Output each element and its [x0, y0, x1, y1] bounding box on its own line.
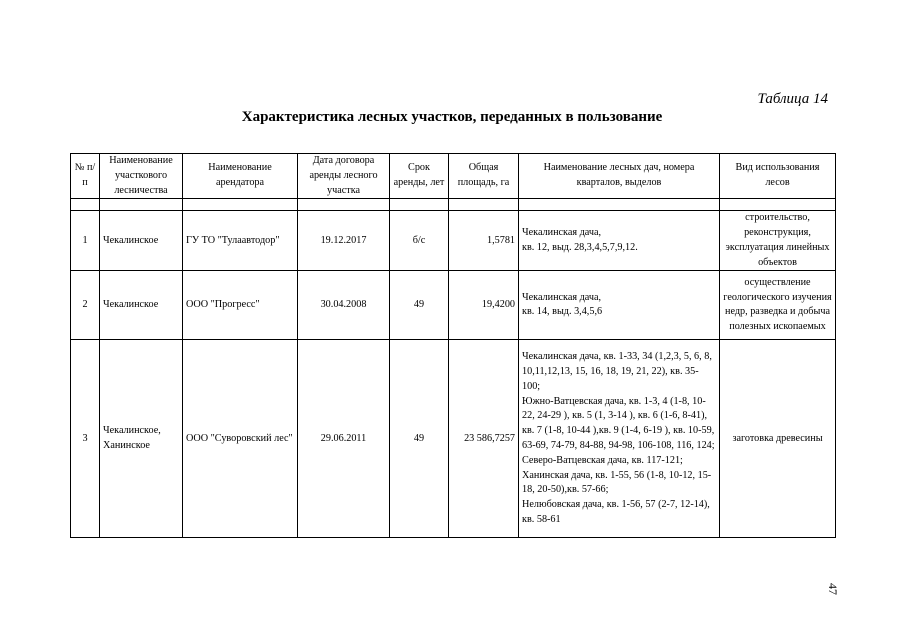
- lease-term-cell: б/с: [390, 211, 449, 271]
- tenant-cell: ООО "Прогресс": [183, 271, 298, 340]
- plots-line: Чекалинская дача,: [522, 227, 602, 239]
- table-row: [71, 271, 836, 340]
- header-cell: Наименование участкового лесничества: [100, 154, 183, 199]
- plots-line: кв. 14, выд. 3,4,5,6: [522, 306, 603, 318]
- table-row: [71, 211, 836, 271]
- header-cell: Наименование лесных дач, номера кварталов, выделов: [519, 154, 720, 199]
- header-cell: Срок аренды, лет: [390, 154, 449, 199]
- contract-date-cell: 19.12.2017: [298, 211, 390, 271]
- area-cell: 19,4200: [449, 271, 519, 340]
- forest-use-cell: строительство, реконструкция, эксплуатация линейных объектов: [720, 211, 836, 271]
- header-cell: Общая площадь, га: [449, 154, 519, 199]
- area-cell: 1,5781: [449, 211, 519, 271]
- forest-use-cell: заготовка древесины: [720, 340, 836, 538]
- page-number: 47: [826, 583, 840, 595]
- forestry-cell: Чекалинское: [100, 271, 183, 340]
- table-row: [71, 340, 836, 538]
- header-cell: Наименование арендатора: [183, 154, 298, 199]
- plots-line: Нелюбовская дача, кв. 1-56, 57 (2-7, 12-14), кв. 58-61: [522, 499, 710, 525]
- plots-cell: [519, 211, 720, 271]
- header-cell: Вид использования лесов: [720, 154, 836, 199]
- row-number: 1: [71, 211, 100, 271]
- forestry-cell: Чекалинское: [100, 211, 183, 271]
- forestry-cell: Чекалинское, Ханинское: [100, 340, 183, 538]
- header-cell: Дата договора аренды лесного участка: [298, 154, 390, 199]
- plots-line: Чекалинская дача, кв. 1-33, 34 (1,2,3, 5, 6, 8, 10,11,12,13, 15, 16, 18, 19, 21, 22), кв. 35-100;: [522, 351, 712, 392]
- tenant-cell: ГУ ТО "Тулаавтодор": [183, 211, 298, 271]
- row-number: 2: [71, 271, 100, 340]
- plots-line: Южно-Ватцевская дача, кв. 1-3, 4 (1-8, 10-22, 24-29 ), кв. 5 (1, 3-14 ), кв. 6 (1-6, 8-41), кв. 7 (1-8, 10-44 ),кв. 9 (1-4, 6-19 ), кв. 10-59, 63-69, 74-79, 84-88, 94-98, 106-108, 116, 124;: [522, 395, 715, 451]
- contract-date-cell: 30.04.2008: [298, 271, 390, 340]
- forest-plots-table: [70, 153, 836, 538]
- lease-term-cell: 49: [390, 271, 449, 340]
- plots-line: кв. 12, выд. 28,3,4,5,7,9,12.: [522, 241, 638, 253]
- table-caption: Таблица 14: [757, 91, 828, 107]
- header-row: [71, 154, 836, 199]
- plots-line: Ханинская дача, кв. 1-55, 56 (1-8, 10-12, 15-18, 20-50),кв. 57-66;: [522, 469, 712, 496]
- header-cell: № п/п: [71, 154, 100, 199]
- page-title: Характеристика лесных участков, переданных в пользование: [241, 109, 663, 125]
- plots-cell: [519, 271, 720, 340]
- plots-cell: [519, 340, 720, 538]
- spacer-row: [71, 199, 836, 211]
- forest-use-cell: осуществление геологического изучения недр, разведка и добыча полезных ископаемых: [720, 271, 836, 340]
- area-cell: 23 586,7257: [449, 340, 519, 538]
- plots-line: Северо-Ватцевская дача, кв. 117-121;: [522, 454, 683, 466]
- tenant-cell: ООО "Суворовский лес": [183, 340, 298, 538]
- lease-term-cell: 49: [390, 340, 449, 538]
- contract-date-cell: 29.06.2011: [298, 340, 390, 538]
- row-number: 3: [71, 340, 100, 538]
- plots-line: Чекалинская дача,: [522, 291, 602, 303]
